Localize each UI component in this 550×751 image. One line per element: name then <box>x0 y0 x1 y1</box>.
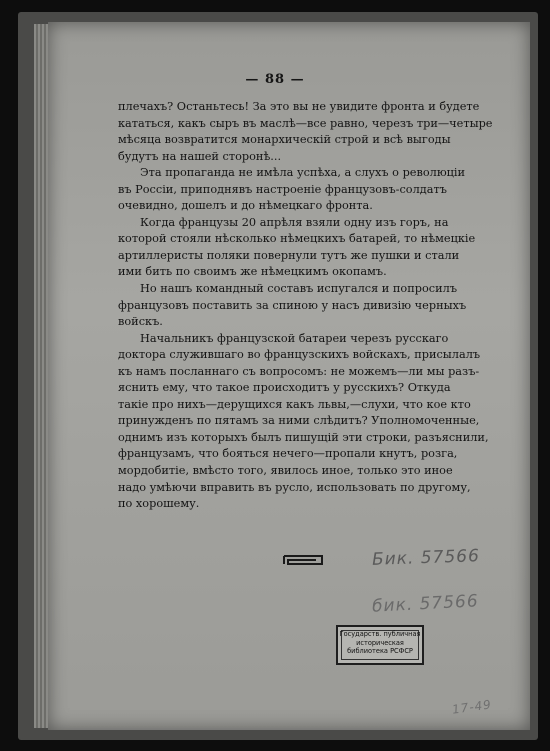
text-line: очевидно, дошелъ и до нѣмецкаго фронта. <box>118 199 373 213</box>
text-line: Но нашъ командный составъ испугался и попросилъ <box>140 282 458 296</box>
stamp-line: Государств. публичная <box>339 630 421 638</box>
text-line: къ намъ посланнаго съ вопросомъ: не можемъ—ли мы разъ- <box>118 364 480 378</box>
text-line: кататься, какъ сыръ въ маслѣ—все равно, черезъ три—четыре <box>118 116 493 130</box>
text-line: доктора служившаго во французскихъ войскахъ, присылалъ <box>118 348 481 362</box>
text-line: мѣсяца возвратится монархическій строй и всѣ выгоды <box>118 133 451 147</box>
text-line: французамъ, что бояться нечего—пропали кнутъ, розга, <box>118 447 458 461</box>
pencil-inventory-mark: Бик. 57566 <box>371 546 481 570</box>
text-line: принужденъ по пятамъ за ними слѣдитъ? Уполномоченные, <box>118 414 480 428</box>
text-line: которой стояли нѣсколько нѣмецкихъ батарей, то нѣмецкіе <box>118 232 476 246</box>
library-stamp <box>336 625 424 665</box>
text-line: надо умѣючи вправить въ русло, использовать по другому, <box>118 480 471 494</box>
text-line: яснить ему, что такое происходитъ у русскихъ? Откуда <box>118 381 451 395</box>
text-line: французовъ поставить за спиною у насъ дивизію черныхъ <box>118 298 467 312</box>
text-line: артиллеристы поляки повернули тутъ же пушки и стали <box>118 248 460 262</box>
text-line: Начальникъ французской батареи черезъ русскаго <box>140 331 449 345</box>
text-line: будутъ на нашей сторонѣ... <box>118 149 282 163</box>
pencil-corner-mark: 17-49 <box>451 697 493 717</box>
text-line: Эта пропаганда не имѣла успѣха, а слухъ о революціи <box>140 166 466 180</box>
text-line: такіе про нихъ—дерущихся какъ львы,—слухи, что кое кто <box>118 397 471 411</box>
text-line: по хорошему. <box>118 497 200 511</box>
body-text <box>118 99 498 513</box>
text-line: однимъ изъ которыхъ былъ пишущій эти строки, разъяснили, <box>118 430 489 444</box>
page-number: — 88 — <box>245 72 305 87</box>
text-line: плечахъ? Останьтесь! За это вы не увидите фронта и будете <box>118 100 480 113</box>
stamp-line: историческая <box>356 638 404 647</box>
text-line: войскъ. <box>118 315 163 329</box>
text-line: мордобитіе, вмѣсто того, явилось иное, только это иное <box>118 464 453 478</box>
pencil-inventory-mark-2: бик. 57566 <box>371 591 480 617</box>
text-line: ими бить по своимъ же нѣмецкимъ окопамъ. <box>118 265 387 279</box>
stamp-line: библиотека РСФСР <box>347 647 413 655</box>
text-line: Когда французы 20 апрѣля взяли одну изъ горъ, на <box>140 215 449 229</box>
text-line: въ Россіи, приподнявъ настроеніе французовъ-солдатъ <box>118 182 447 196</box>
ornament-icon <box>282 554 324 566</box>
